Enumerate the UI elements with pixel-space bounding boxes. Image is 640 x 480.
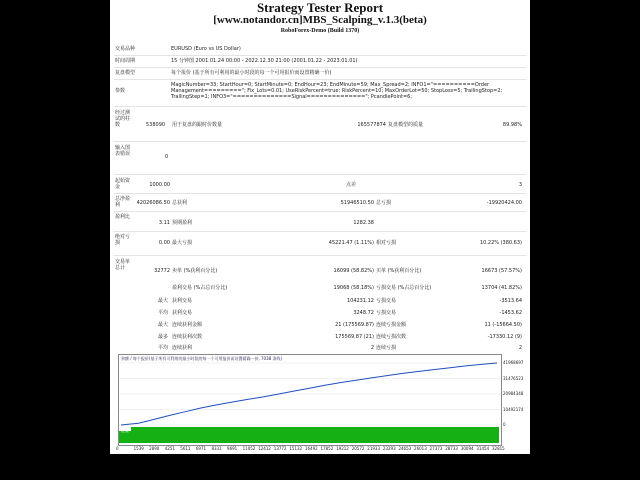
gross-profit-value: 51946510.50: [340, 200, 374, 206]
chart-y-axis: [502, 354, 530, 444]
separator: [114, 255, 526, 256]
y-tick-label: 31476523: [503, 375, 524, 381]
x-tick-label: 31454: [476, 446, 490, 451]
max-cons-losses-label: 连续亏损金额: [376, 322, 407, 328]
x-tick-label: 32815: [492, 446, 505, 451]
report-ea-name: [www.notandor.cn]MBS_Scalping_v.1.3(beta): [213, 14, 427, 26]
info-label: 复盘模型: [115, 70, 136, 76]
watermark-bar: [110, 454, 530, 480]
x-tick-label: 11052: [242, 446, 256, 451]
x-tick-label: 20572: [351, 446, 365, 451]
info-value: MagicNumber=33; StartHour=0; StartMinute=0; EndHour=23; EndMinute=59; Max_Spread=2; INFO1="==========Order Management========="; Fix_Lots=0.01; UseRiskPercent=true; RiskPercent=10; MaxOrderLot=50; StopLoss=5; TrailingStop=2; TrailingStep=1; INFO3="==============Signal=============="; PcandlePoint=6;: [171, 82, 504, 100]
abs-dd-value: 0.00: [158, 240, 170, 246]
largest-win-value: 104231.12: [346, 298, 374, 304]
x-tick-label: 27373: [429, 446, 443, 451]
net-label: 总净盈利: [115, 196, 131, 208]
y-tick-label: 0: [503, 422, 506, 427]
report-server: RoboForex-Demo (Build 1370): [280, 28, 360, 34]
x-tick-label: 5611: [180, 446, 191, 451]
abs-dd-label: 绝对亏损: [115, 234, 131, 246]
max-dd-value: 45221.47 (1.11%): [328, 240, 374, 246]
max-label: 最大: [157, 298, 168, 304]
separator: [114, 211, 526, 212]
report-page: [110, 0, 530, 454]
rel-dd-value: 10.22% (380.63): [479, 240, 522, 246]
chart-x-axis: [116, 446, 505, 452]
gross-profit-label: 总获利: [172, 200, 188, 206]
x-tick-label: 19212: [336, 446, 349, 451]
gross-loss-label: 总亏损: [376, 200, 392, 206]
long-value: 16673 (57.57%): [481, 268, 522, 274]
x-tick-label: 21933: [367, 446, 381, 451]
info-label: 时间周期: [115, 58, 136, 64]
largest-loss-value: -3513.64: [499, 298, 522, 304]
x-tick-label: 30094: [460, 446, 474, 451]
x-tick-label: 8331: [211, 446, 222, 451]
y-tick-label: 10492174: [503, 406, 524, 412]
cons-profit-value: 175569.87 (21): [335, 334, 374, 340]
rel-dd-label: 相对亏损: [376, 240, 397, 246]
x-tick-label: 16492: [304, 446, 318, 451]
avg-cons-losses-label: 连续亏损: [376, 345, 397, 351]
info-value: 每个报价 (基于所有可利用的最小时段的每一个可用报价而设置精确一价): [171, 70, 332, 76]
separator: [114, 141, 526, 142]
separator: [114, 174, 526, 175]
x-tick-label: 15132: [289, 446, 303, 451]
y-tick-label: 41968697: [503, 360, 524, 365]
max-dd-label: 最大亏损: [172, 240, 193, 246]
report-title: Strategy Tester Report: [256, 0, 384, 15]
info-label: 交易品种: [115, 46, 136, 52]
x-tick-label: 24653: [398, 446, 412, 451]
x-tick-label: 12412: [258, 446, 271, 451]
x-tick-label: 6971: [195, 446, 207, 451]
errors-label: 输入图表错误: [115, 145, 131, 157]
ticks-label: 用于复盘的跟时价数量: [172, 122, 223, 128]
errors-value: 0: [165, 154, 169, 160]
max2-label: 最大: [157, 322, 168, 328]
net-value: 42026086.50: [136, 200, 170, 206]
separator: [114, 106, 526, 107]
y-tick-label: 20984348: [503, 391, 524, 396]
long-label: 买单 (%获利百分比): [376, 268, 422, 274]
quality-value: 89.98%: [502, 122, 522, 128]
gross-loss-value: -19920424.00: [486, 200, 522, 206]
x-tick-label: 1539: [133, 446, 144, 451]
separator: [114, 67, 526, 68]
volume-area: [131, 427, 499, 443]
cons-profit-label: 连续获利次数: [172, 334, 203, 340]
x-tick-label: 9691: [227, 446, 238, 451]
x-tick-label: 13772: [273, 446, 287, 451]
max-cons-losses-value: 11 (-15664.50): [484, 322, 522, 328]
chart-legend: 余额 / 每个报价(基于所有可利用的最小时段的每一个可用报价而设置精确一价, 7038 条线): [121, 356, 283, 361]
separator: [114, 231, 526, 232]
payoff-value: 1282.38: [353, 220, 374, 226]
cons-loss-label: 连续亏损次数: [376, 334, 407, 340]
most-label: 最多: [157, 334, 168, 340]
balance-chart-svg: [119, 355, 501, 445]
x-tick-label: 26013: [414, 446, 427, 451]
won-value: 19068 (58.18%): [333, 285, 374, 291]
right-black-bar: [530, 0, 640, 480]
bars-value: 538090: [146, 122, 166, 128]
lost-label: 亏损交易 (%占总百分比): [376, 285, 432, 291]
spread-label: 点差: [346, 182, 357, 188]
largest-win-label: 获利交易: [172, 298, 193, 304]
deposit-value: 1000.00: [149, 182, 170, 188]
quality-label: 复盘模型的质量: [388, 122, 424, 128]
cons-loss-value: -17330.12 (9): [487, 334, 522, 340]
avg-cons-losses-value: 2: [518, 345, 522, 351]
avg-cons-wins-label: 连续获利: [172, 345, 193, 351]
total-trades-label: 交易单总计: [115, 259, 131, 271]
avg-win-value: 3248.72: [353, 310, 374, 316]
x-tick-label: 17852: [320, 446, 334, 451]
won-label: 盈利交易 (%占总百分比): [172, 285, 228, 291]
pf-value: 3.11: [158, 220, 170, 226]
info-label: 参数: [115, 88, 126, 94]
pf-label: 盈利比: [115, 214, 131, 220]
separator: [114, 55, 526, 56]
left-black-bar: [0, 0, 110, 480]
avg2-label: 平均: [157, 345, 168, 351]
spread-value: 3: [518, 182, 522, 188]
avg-loss-label: 亏损交易: [376, 310, 397, 316]
x-tick-label: 4251: [164, 446, 175, 451]
x-tick-label: 0: [116, 446, 119, 451]
max-cons-wins-value: 21 (175569.87): [335, 322, 374, 328]
short-label: 卖单 (%获利百分比): [172, 268, 218, 274]
x-tick-label: 2890: [149, 446, 160, 451]
avg-label: 平均: [157, 310, 168, 316]
deposit-label: 起始资金: [115, 178, 131, 190]
avg-cons-wins-value: 2: [370, 345, 374, 351]
payoff-label: 预期盈利: [172, 220, 193, 226]
largest-loss-label: 亏损交易: [376, 298, 397, 304]
short-value: 16099 (58.82%): [333, 268, 374, 274]
volume-label: 批量: [121, 428, 129, 433]
x-tick-label: 28733: [445, 446, 458, 451]
bars-label: 经过测试的柱数: [115, 110, 131, 128]
x-tick-label: 23293: [382, 446, 396, 451]
lost-value: 13704 (41.82%): [481, 285, 522, 291]
separator: [114, 193, 526, 194]
avg-loss-value: -1453.62: [499, 310, 522, 316]
info-value: EURUSD (Euro vs US Dollar): [171, 46, 241, 52]
separator: [114, 79, 526, 80]
total-trades-value: 32772: [154, 268, 170, 274]
info-value: 15 分钟图 2001.01.24 00:00 - 2022.12.30 21:00 (2001.01.22 - 2023.01.01): [171, 58, 358, 64]
balance-chart: [118, 354, 502, 446]
max-cons-wins-label: 连续获利金额: [172, 322, 203, 328]
ticks-value: 165577874: [357, 122, 386, 128]
avg-win-label: 获利交易: [172, 310, 193, 316]
